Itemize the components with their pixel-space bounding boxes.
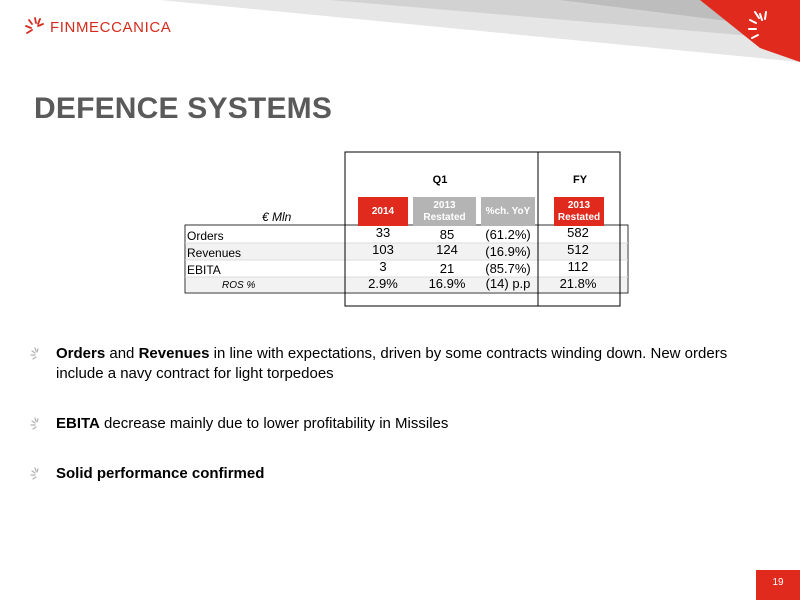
row-label: Revenues <box>187 246 242 260</box>
cell-2014: 3 <box>379 259 387 274</box>
bullet-list <box>30 344 760 514</box>
cell-2014: 103 <box>372 242 394 257</box>
row-label: EBITA <box>187 263 221 277</box>
row-label: Orders <box>187 229 224 243</box>
bullet-bold: Orders <box>56 345 106 362</box>
bullet-bold: Revenues <box>138 345 210 362</box>
bullet-bold: Solid performance confirmed <box>56 465 265 482</box>
unit-label: € Mln <box>262 210 292 224</box>
page-number: 19 <box>756 570 800 600</box>
group-q1: Q1 <box>432 174 448 186</box>
cell-change: (85.7%) <box>485 261 531 276</box>
bullet-swirl-icon <box>30 347 42 361</box>
cell-2013: 124 <box>436 242 458 257</box>
col-header-change-yoy: %ch. YoY <box>481 197 535 226</box>
cell-2013: 21 <box>439 261 455 276</box>
cell-change: (61.2%) <box>485 227 531 242</box>
bullet-swirl-icon <box>30 467 42 481</box>
cell-2014: 33 <box>375 225 391 240</box>
bullet-text: and <box>105 345 139 362</box>
bullet-item <box>30 464 760 484</box>
col-header-fy-line2: Restated <box>557 211 601 223</box>
col-header-2013-restated <box>413 197 476 226</box>
col-header-fy-line1: 2013 <box>567 199 591 211</box>
cell-fy2013: 512 <box>567 242 589 257</box>
cell-2013: 85 <box>439 227 455 242</box>
cell-fy2013: 582 <box>567 225 589 240</box>
col-header-2013-line1: 2013 <box>433 199 456 211</box>
col-header-2014: 2014 <box>358 197 408 226</box>
row-label: ROS % <box>222 280 256 291</box>
col-header-fy-2013-restated <box>554 197 604 226</box>
page-title: DEFENCE SYSTEMS <box>34 92 333 125</box>
cell-fy2013: 21.8% <box>559 276 597 291</box>
bullet-item <box>30 344 760 384</box>
group-fy: FY <box>572 174 588 186</box>
cell-2014: 2.9% <box>368 276 398 291</box>
cell-change: (14) p.p <box>485 276 531 291</box>
cell-change: (16.9%) <box>485 244 531 259</box>
cell-2013: 16.9% <box>428 276 466 291</box>
cell-fy2013: 112 <box>567 259 589 274</box>
col-header-2013-line2: Restated <box>423 211 466 223</box>
bullet-text: decrease mainly due to lower profitability in Missiles <box>99 415 449 432</box>
bullet-text: in line with expectations, driven by some contracts winding down. New orders include a navy contract for light torpedoes <box>56 345 728 382</box>
bullet-item <box>30 414 760 434</box>
brand-name: FINMECCANICA <box>50 18 172 36</box>
bullet-swirl-icon <box>30 417 42 431</box>
bullet-bold: EBITA <box>56 415 100 432</box>
